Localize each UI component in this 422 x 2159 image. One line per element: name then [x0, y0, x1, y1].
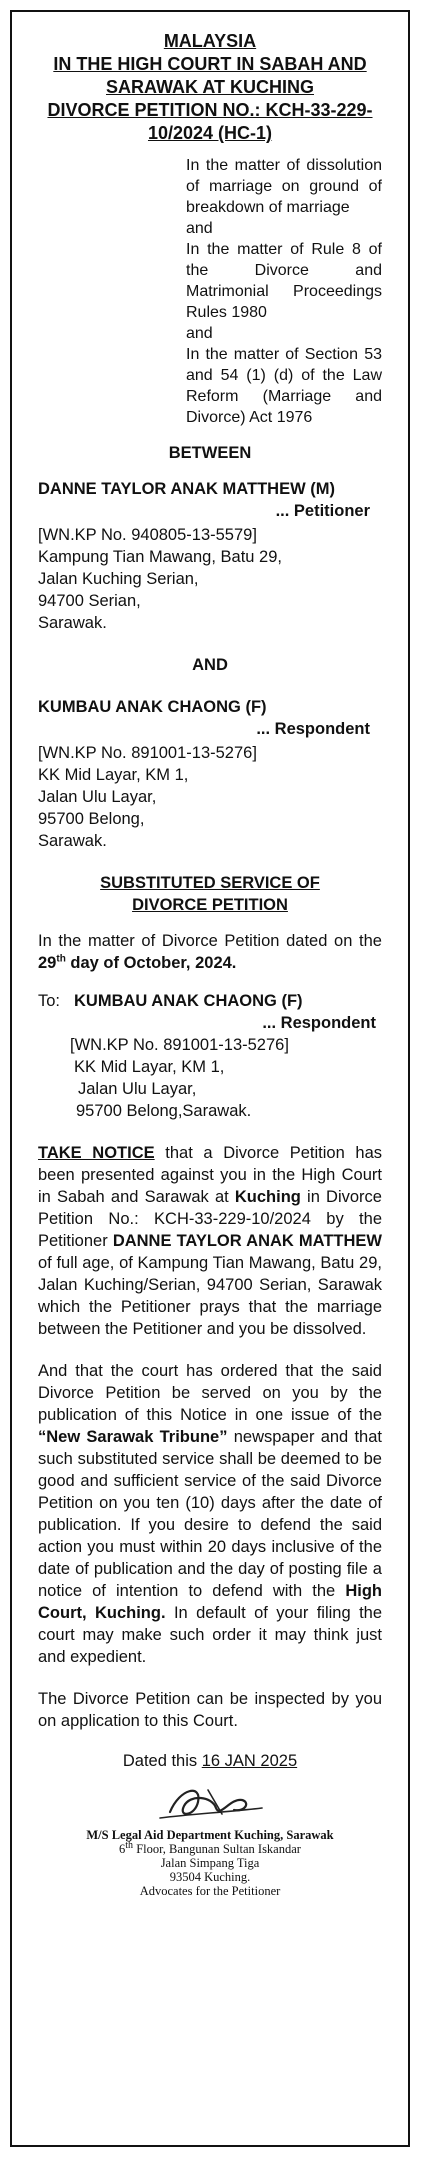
order-court: High Court, Kuching. [38, 1582, 382, 1622]
court-order-paragraph [38, 1360, 382, 1668]
to-label: To: [38, 992, 61, 1010]
dated-line [38, 1750, 382, 1772]
order-text: And that the court has ordered that the said Divorce Petition be served on you by the publication of this Notice in one issue of the [38, 1362, 382, 1424]
address-line: Jalan Ulu Layar, [38, 788, 157, 806]
address-line: Jalan Kuching Serian, [38, 570, 199, 588]
petitioner-address [38, 524, 382, 634]
firm-advocates: Advocates for the Petitioner [139, 1884, 281, 1898]
take-notice-paragraph [38, 1142, 382, 1340]
notice-petitioner: DANNE TAYLOR ANAK MATTHEW [112, 1232, 382, 1250]
heading-petition-no-cont: 10/2024 (HC-1) [147, 123, 273, 143]
respondent-name: KUMBAU ANAK CHAONG (F) [38, 698, 267, 716]
matter-section-53: In the matter of Section 53 and 54 (1) (d) of the Law Reform (Marriage and Divorce) Act 1976 [186, 346, 382, 426]
notice-text: in Divorce Petition No.: KCH-33-229-10/2024 by the Petitioner [38, 1188, 382, 1250]
address-line: Sarawak. [38, 614, 107, 632]
and-label: AND [192, 656, 228, 674]
date-day [38, 954, 236, 972]
date-rest: day of October, 2024. [65, 954, 237, 972]
sub-heading-line: DIVORCE PETITION [132, 896, 288, 914]
address-line: 95700 Belong, [38, 810, 145, 828]
notice-text: of full age, of Kampung Tian Mawang, Batu 29, Jalan Kuching/Serian, 94700 Serian, Sarawak which the Petitioner prays that the marriage between the Petitioner and you be dissolved. [38, 1254, 382, 1338]
address-line: [WN.KP No. 940805-13-5579] [38, 526, 257, 544]
firm-floor-rest: Floor, Bangunan Sultan Iskandar [133, 1842, 301, 1856]
firm-block [38, 1828, 382, 1898]
respondent-address [38, 742, 382, 852]
order-text: In default of your filing the court may make such order it may think just and expedient. [38, 1604, 383, 1666]
heading-country: MALAYSIA [163, 31, 257, 51]
to-address [70, 1034, 382, 1122]
to-line [38, 990, 382, 1012]
address-line: [WN.KP No. 891001-13-5276] [38, 744, 257, 762]
notice-kuching: Kuching [234, 1188, 301, 1206]
case-heading [38, 30, 382, 145]
address-line: KK Mid Layar, KM 1, [38, 766, 189, 784]
firm-name: M/S Legal Aid Department Kuching, Sarawak [86, 1828, 334, 1842]
petitioner-role: ... Petitioner [275, 502, 370, 520]
address-line: 95700 Belong,Sarawak. [76, 1102, 252, 1120]
take-notice-label: TAKE NOTICE [38, 1144, 155, 1162]
inspect-paragraph: The Divorce Petition can be inspected by you on application to this Court. [38, 1690, 382, 1730]
address-line: 94700 Serian, [38, 592, 141, 610]
legal-notice [10, 10, 410, 2147]
dated-label: Dated this [122, 1752, 202, 1770]
address-line: Jalan Ulu Layar, [78, 1080, 197, 1098]
matter-rule-8: In the matter of Rule 8 of the Divorce and Matrimonial Proceedings Rules 1980 [186, 241, 382, 321]
between-label: BETWEEN [168, 444, 252, 462]
newspaper-name: “New Sarawak Tribune” [38, 1428, 228, 1446]
signature-image [150, 1778, 270, 1828]
heading-location: SARAWAK AT KUCHING [106, 77, 314, 97]
firm-postcode: 93504 Kuching. [169, 1870, 251, 1884]
sub-heading-line: SUBSTITUTED SERVICE OF [100, 874, 320, 892]
to-block [38, 990, 382, 1122]
firm-floor [38, 1839, 382, 1856]
petitioner-name: DANNE TAYLOR ANAK MATTHEW (M) [38, 480, 335, 498]
matter-and: and [186, 325, 213, 342]
matters-block [186, 155, 382, 428]
to-name: KUMBAU ANAK CHAONG (F) [74, 992, 303, 1010]
to-role: ... Respondent [262, 1014, 376, 1032]
firm-floor-suffix: th [125, 1839, 134, 1851]
address-line: Sarawak. [38, 832, 107, 850]
respondent-role: ... Respondent [256, 720, 370, 738]
substituted-service-heading [38, 872, 382, 916]
address-line: [WN.KP No. 891001-13-5276] [70, 1036, 289, 1054]
matter-and: and [186, 220, 213, 237]
heading-court: IN THE HIGH COURT IN SABAH AND [53, 54, 367, 74]
address-line: Kampung Tian Mawang, Batu 29, [38, 548, 282, 566]
notice-text: that a Divorce Petition has been presented against you in the High Court in Sabah and Sarawak at [38, 1144, 382, 1206]
date-day-num: 29 [38, 954, 57, 972]
heading-petition-no: DIVORCE PETITION NO.: KCH-33-229- [47, 100, 373, 120]
petition-date-paragraph [38, 930, 382, 974]
dated-date: 16 JAN 2025 [201, 1752, 298, 1770]
date-para-text: In the matter of Divorce Petition dated on the [38, 932, 382, 950]
address-line: KK Mid Layar, KM 1, [74, 1058, 225, 1076]
matter-dissolution: In the matter of dissolution of marriage on ground of breakdown of marriage [186, 157, 382, 216]
date-day-suffix: th [56, 953, 66, 965]
firm-floor-num: 6 [119, 1842, 126, 1856]
order-text: newspaper and that such substituted service shall be deemed to be good and sufficient service of the said Divorce Petition on you ten (10) days after the date of publication. If you desire to defend the said action you must within 20 days inclusive of the date of publication and the day of posting file a notice of intention to defend with the [38, 1428, 382, 1600]
firm-street: Jalan Simpang Tiga [160, 1856, 260, 1870]
